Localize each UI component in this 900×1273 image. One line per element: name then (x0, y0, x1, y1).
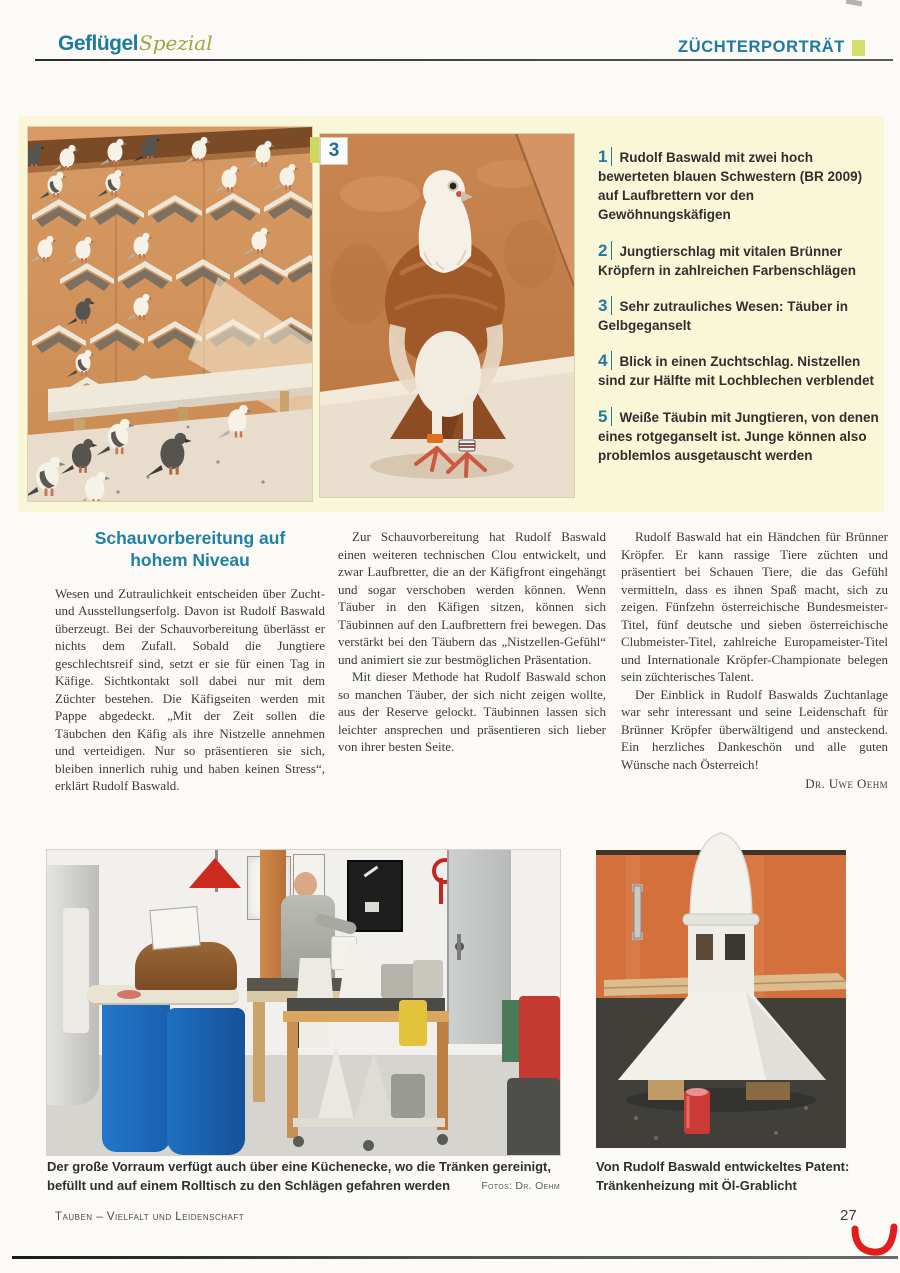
photo-workroom (47, 850, 560, 1155)
heading-line-2: hohem Niveau (130, 549, 250, 570)
photo-cropper-pigeon (320, 134, 574, 497)
caster-wheel (293, 1136, 304, 1147)
logo-word-gefluegel: Geflügel (58, 32, 139, 55)
cart-pot (381, 964, 415, 998)
caption-item-1 (598, 148, 880, 225)
caption-item-2 (598, 242, 880, 280)
photo-number: 3 (328, 140, 340, 161)
door-handle-plate (457, 934, 461, 960)
workbench-leg (253, 1002, 265, 1102)
caster-wheel (437, 1134, 448, 1145)
caption-text: Jungtierschlag mit vitalen Brünner Kröpfern in zahlreichen Farbenschlägen (598, 243, 857, 278)
photo-number-bar (310, 137, 319, 163)
clipboard (149, 906, 200, 950)
blue-barrel (167, 1008, 245, 1155)
caption-item-3 (598, 297, 880, 335)
photo-patent-heater (596, 828, 846, 1148)
photo-caption-list (598, 148, 880, 482)
caption-number: 1 (598, 147, 612, 166)
photo-number-badge (320, 137, 348, 165)
footer-series-title: Tauben – Vielfalt und Leidenschaft (55, 1211, 245, 1223)
scan-mark (846, 0, 863, 6)
yellow-watering-can (399, 1000, 427, 1046)
white-towel (63, 908, 89, 1033)
caption-text: Der große Vorraum verfügt auch über eine Küchenecke, wo die Tränken gereinigt, befüllt und auf einem Rolltisch zu den Schlägen gefahren werden (47, 1159, 551, 1193)
cropper-pigeon-illustration (320, 134, 574, 497)
caption-text: Sehr zutrauliches Wesen: Täuber in Gelbgeganselt (598, 298, 849, 334)
red-bin (519, 996, 560, 1084)
caption-text: Rudolf Baswald mit zwei hoch bewerteten blauen Schwestern (BR 2009) auf Laufbrettern vor den Gewöhnungskäfigen (598, 150, 863, 223)
breeder-head (294, 872, 317, 897)
caption-text: Weiße Täubin mit Jungtieren, von denen eines rotgeganselt ist. Junge können also problemlos ausgetauscht werden (598, 409, 879, 463)
patent-heater-illustration (596, 828, 846, 1148)
cart-bucket (297, 958, 333, 998)
caption-line-1: Von Rudolf Baswald entwickeltes Patent: (596, 1159, 850, 1174)
article-paragraph: Mit dieser Methode hat Rudolf Baswald schon so manchen Täuber, der sich nicht zeigen wollte, aus der Reserve gelockt. Täubinnen lassen sich leichter ansprechen und präsentieren sich lieber von ihrer besten Seite. (338, 669, 606, 754)
wooden-box (135, 942, 237, 990)
caption-item-5 (598, 408, 880, 465)
caption-number: 5 (598, 407, 612, 426)
heading-line-1: Schauvorbereitung auf (94, 528, 286, 548)
picture-detail (364, 866, 379, 878)
article-column-1 (55, 528, 325, 795)
caption-number: 4 (598, 351, 612, 370)
red-lamp (189, 858, 241, 888)
article-heading (55, 528, 325, 572)
header-rule (35, 59, 893, 61)
logo-word-spezial: Spezial (139, 31, 213, 55)
article-column-2 (338, 528, 606, 756)
cart-shelf (293, 1118, 445, 1127)
red-bowl (117, 990, 141, 999)
page-bottom-rule (12, 1256, 898, 1259)
black-picture-frame (347, 860, 403, 932)
article-paragraph: Zur Schauvorbereitung hat Rudolf Baswald einen weiteren technischen Clou entwickelt, und zwar Laufbretter, die an der Käfigfront eingehängt und sogar verschoben werden können. Wenn Täuber in den Käfigen sitzen, können sich Täubinnen auf den Laufbrettern frei bewegen. Das verstärkt bei den Täubern das „Nistzellen-Gefühl“ und animiert sie zur bestmöglichen Präsentation. (338, 529, 606, 667)
photo-pigeon-loft (28, 127, 312, 501)
top-photo-panel (18, 116, 884, 512)
gray-bucket (391, 1074, 425, 1118)
cart-pot (413, 960, 443, 998)
cart-leg (437, 1022, 448, 1130)
caster-wheel (363, 1140, 374, 1151)
article-paragraph: Wesen und Zutraulichkeit entscheiden über Zucht- und Ausstellungserfolg. Davon ist Rudolf Baswald überzeugt. Bei der Schauvorbereitung überlässt er nichts dem Zufall. Sobald die Jungtiere geschlechtsreif sind, setzt er sie für einen Tag in Käfige. Sichtkontakt soll dabei nur mit dem Züchter bestehen. Die Käfigseiten werden mit Pappe abgedeckt. „Mit der Zeit sollen die Täubchen den Käfig als ihre Nistzelle annehmen und verteidigen. Nur so präsentieren sie sich, bleiben innerlich ruhig und haben keinen Stress“, erklärt Rudolf Baswald. (55, 585, 325, 794)
accent-square-icon (852, 40, 865, 56)
picture-detail (365, 902, 379, 912)
page-number: 27 (840, 1207, 857, 1224)
blue-barrel (102, 1000, 170, 1152)
article-paragraph: Der Einblick in Rudolf Baswalds Zuchtanlage war sehr interessant und seine Leidenschaft für Brünner Kröpfer überwältigend und ansteckend. Ein herzliches Dankeschön und alle guten Wünsche nach Österreich! (621, 686, 888, 772)
caption-text: Blick in einen Zuchtschlag. Nistzellen sind zur Hälfte mit Lochblechen verblendet (598, 354, 875, 389)
pigeon-loft-illustration (28, 127, 312, 501)
article-column-3 (621, 528, 888, 793)
section-title: ZÜCHTERPORTRÄT (678, 38, 845, 56)
photo-credit: Fotos: Dr. Oehm (481, 1180, 560, 1193)
caption-number: 3 (598, 296, 612, 315)
author-byline: Dr. Uwe Oehm (805, 776, 888, 791)
caption-line-2: Tränkenheizung mit Öl-Grablicht (596, 1177, 797, 1193)
article-paragraph: Rudolf Baswald hat ein Händchen für Brünner Kröpfer. Er kann rassige Tiere züchten und präsentiert bei Schauen Tiere, die das Gefühl vermitteln, dass es ihnen Spaß macht, sich zu zeigen. Fünfzehn österreichische Bundesmeister-Titel, fünf deutsche und sieben österreichische Clubmeister-Titel, zahlreiche Europameister-Titel und Internationale Kröpfer-Championate belegen sein züchterisches Talent. (621, 529, 888, 684)
caption-item-4 (598, 352, 880, 390)
dark-trash-bin (507, 1078, 560, 1155)
magazine-logo (58, 31, 213, 56)
section-header (678, 38, 865, 57)
red-ribbon-tail (439, 878, 443, 904)
caption-number: 2 (598, 241, 612, 260)
workroom-caption (47, 1158, 560, 1196)
patent-caption (596, 1158, 888, 1196)
